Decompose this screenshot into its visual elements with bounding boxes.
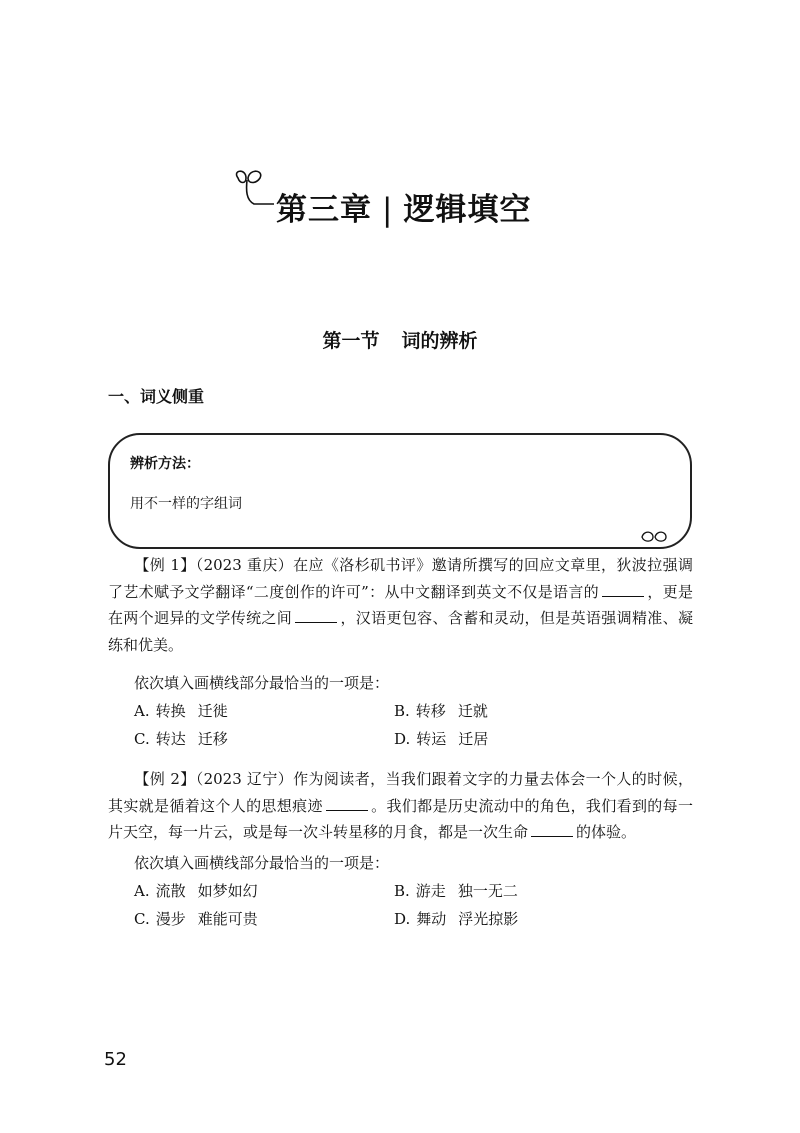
option-d	[394, 728, 488, 749]
option-word-1: 舞动	[416, 910, 447, 928]
section-label: 第一节	[322, 330, 380, 352]
option-word-2: 迁就	[457, 702, 488, 720]
example2-instruction: 依次填入画横线部分最恰当的一项是：	[134, 854, 390, 872]
example1-text-a: 在应《洛杉矶书评》邀请所撰写的回应文章里，狄波拉强调了艺术赋予文学翻译“二度创作的许可”：从中文翻译到英文不仅是语言的	[108, 556, 693, 601]
sprout-icon	[228, 166, 274, 214]
option-letter: D.	[394, 910, 411, 928]
leaf-icon	[640, 529, 668, 545]
option-word-1: 转移	[415, 702, 446, 720]
method-box	[108, 433, 692, 549]
option-word-1: 转运	[416, 730, 447, 748]
option-word-1: 转达	[155, 730, 186, 748]
answer-blank	[531, 820, 573, 837]
section-name: 词的辨析	[401, 330, 478, 352]
option-word-2: 浮光掠影	[458, 910, 519, 928]
option-word-2: 迁居	[458, 730, 489, 748]
chapter-separator: |	[382, 192, 394, 228]
option-word-2: 独一无二	[457, 882, 518, 900]
chapter-header	[228, 166, 568, 236]
option-word-2: 迁徙	[197, 702, 228, 720]
option-word-1: 转换	[155, 702, 186, 720]
option-letter: C.	[134, 730, 150, 748]
chapter-title	[276, 184, 531, 229]
sub-heading: 一、词义侧重	[108, 387, 205, 406]
method-title: 辨析方法：	[130, 456, 200, 472]
option-letter: B.	[394, 882, 410, 900]
option-c	[134, 908, 258, 929]
example2-tag: 【例 2】	[134, 770, 196, 788]
option-word-1: 漫步	[155, 910, 186, 928]
answer-blank	[295, 606, 337, 623]
option-a	[134, 880, 258, 901]
option-word-1: 游走	[415, 882, 446, 900]
option-word-1: 流散	[155, 882, 186, 900]
answer-blank	[602, 580, 644, 597]
example1-instruction: 依次填入画横线部分最恰当的一项是：	[134, 674, 390, 692]
option-a	[134, 700, 228, 721]
option-letter: C.	[134, 910, 150, 928]
option-letter: D.	[394, 730, 411, 748]
example1-tag: 【例 1】	[134, 556, 196, 574]
option-letter: A.	[134, 702, 150, 720]
example1-text-b: ，更是在两个迥异的文学传统之间	[108, 582, 693, 627]
chapter-label: 第三章	[276, 192, 372, 228]
option-letter: B.	[394, 702, 410, 720]
option-b	[394, 700, 488, 721]
example2-text-b: 。我们都是历史流动中的角色，我们看到的每一片天空，每一片云，或是每一次斗转星移的月食，都是一次生命	[108, 796, 693, 841]
option-c	[134, 728, 228, 749]
example2-source: （2023 辽宁）	[195, 770, 294, 788]
option-b	[394, 880, 518, 901]
chapter-name: 逻辑填空	[403, 192, 532, 228]
example2-text-c: 的体验。	[576, 823, 637, 841]
example2-text-a: 作为阅读者，当我们跟着文字的力量去体会一个人的时候，其实就是循着这个人的思想痕迹	[108, 770, 693, 815]
example2-text	[108, 766, 693, 846]
option-word-2: 如梦如幻	[197, 882, 258, 900]
option-word-2: 难能可贵	[197, 910, 258, 928]
answer-blank	[326, 794, 368, 811]
section-title	[0, 326, 800, 353]
example1-text	[108, 552, 693, 658]
option-word-2: 迁移	[197, 730, 228, 748]
example1-source: （2023 重庆）	[195, 556, 294, 574]
option-d	[394, 908, 518, 929]
page-number: 52	[104, 1049, 127, 1070]
method-body: 用不一样的字组词	[130, 496, 242, 512]
option-letter: A.	[134, 882, 150, 900]
example1-text-c: ，汉语更包容、含蓄和灵动，但是英语强调精准、凝练和优美。	[108, 609, 693, 654]
